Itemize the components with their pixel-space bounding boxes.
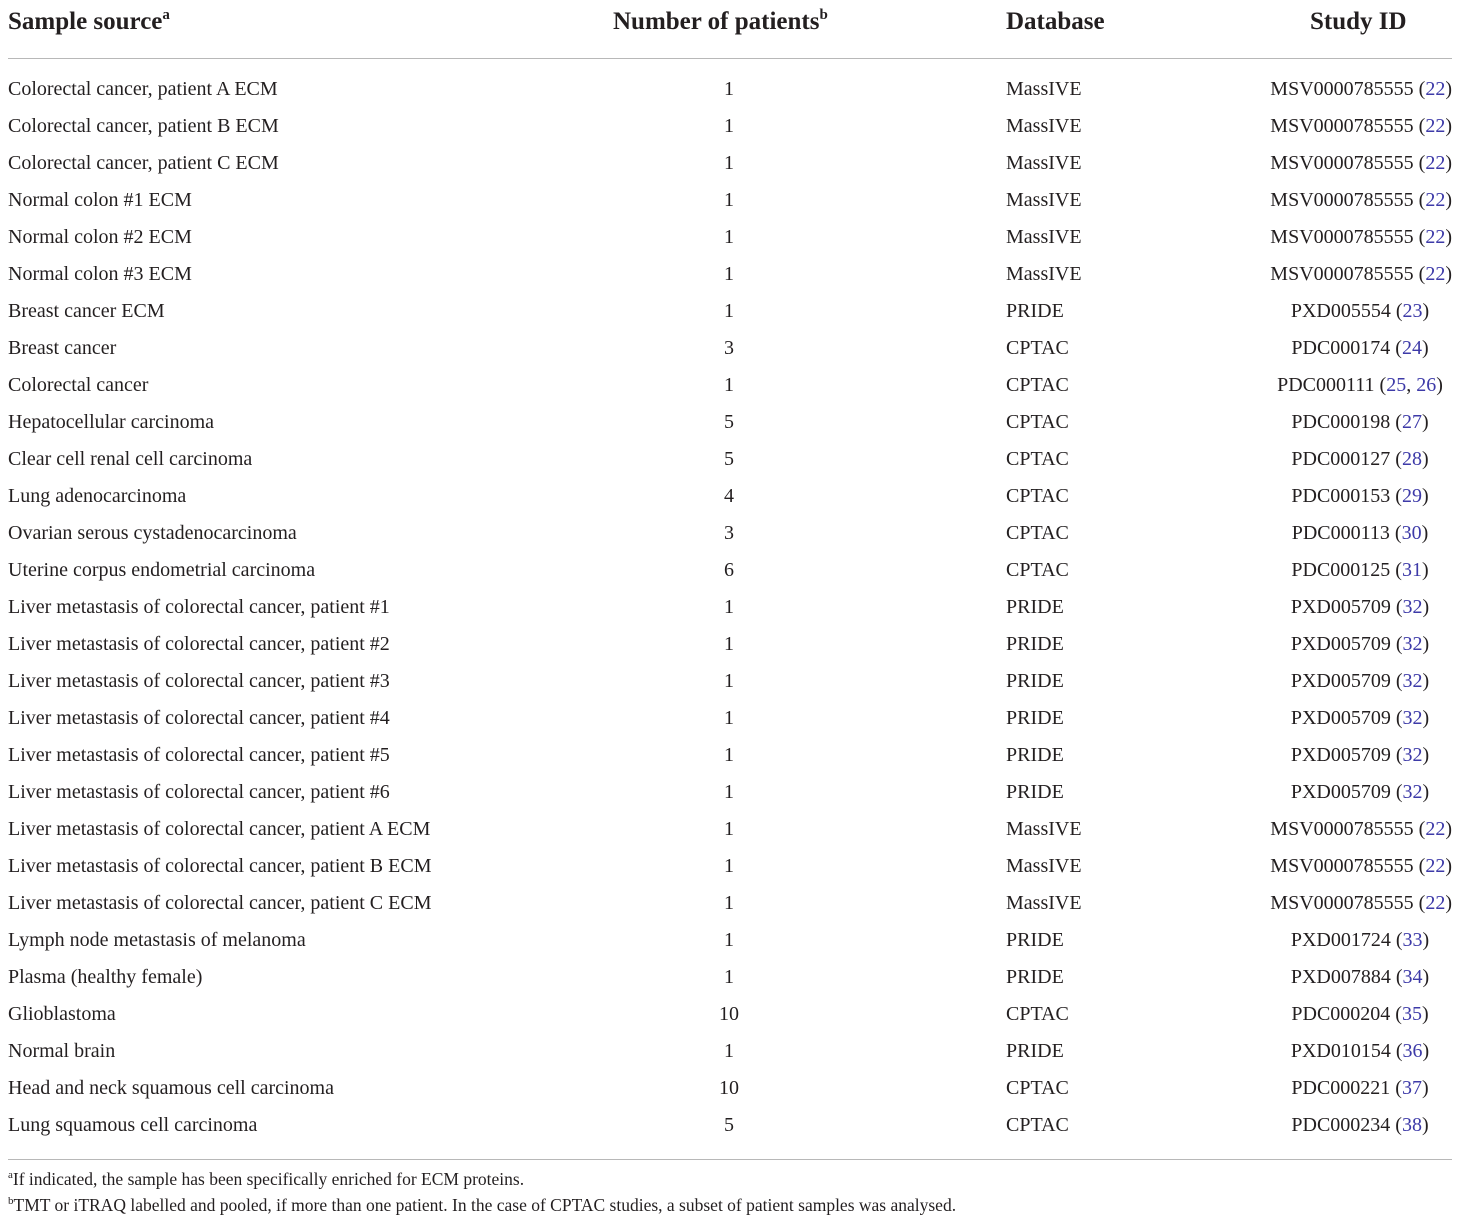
cell-number-of-patients: 1 xyxy=(724,115,734,137)
cell-database: PRIDE xyxy=(1006,781,1064,803)
table-row xyxy=(8,1033,1452,1070)
cell-sample-source: Normal colon #3 ECM xyxy=(8,263,192,285)
footnote-a xyxy=(8,1169,524,1190)
cell-sample-source: Clear cell renal cell carcinoma xyxy=(8,448,253,470)
cell-database: PRIDE xyxy=(1006,633,1064,655)
study-id-text: PXD005709 xyxy=(1290,670,1391,692)
reference-link[interactable]: 28 xyxy=(1401,448,1422,470)
cell-study-id: MSV0000785555 (22) xyxy=(1270,189,1452,211)
cell-study-id: PXD010154 (36) xyxy=(1290,1040,1430,1062)
cell-sample-source: Head and neck squamous cell carcinoma xyxy=(8,1077,334,1099)
cell-study-id: MSV0000785555 (22) xyxy=(1270,152,1452,174)
cell-sample-source: Colorectal cancer, patient C ECM xyxy=(8,152,279,174)
table-row xyxy=(8,256,1452,293)
table-row xyxy=(8,1070,1452,1107)
study-id-text: MSV0000785555 xyxy=(1270,892,1414,914)
footer-divider xyxy=(8,1159,1452,1160)
cell-number-of-patients: 1 xyxy=(724,781,734,803)
cell-sample-source: Liver metastasis of colorectal cancer, patient #5 xyxy=(8,744,390,766)
table-row xyxy=(8,108,1452,145)
cell-sample-source: Liver metastasis of colorectal cancer, patient B ECM xyxy=(8,855,432,877)
cell-number-of-patients: 1 xyxy=(724,744,734,766)
cell-sample-source: Liver metastasis of colorectal cancer, patient #1 xyxy=(8,596,390,618)
cell-sample-source: Liver metastasis of colorectal cancer, patient #2 xyxy=(8,633,390,655)
cell-database: PRIDE xyxy=(1006,744,1064,766)
study-id-text: PXD010154 xyxy=(1290,1040,1391,1062)
cell-study-id: PXD005554 (23) xyxy=(1290,300,1430,322)
table-row xyxy=(8,737,1452,774)
reference-link[interactable]: 22 xyxy=(1425,263,1446,285)
cell-number-of-patients: 1 xyxy=(724,596,734,618)
footnote-a-text: If indicated, the sample has been specifically enriched for ECM proteins. xyxy=(12,1169,525,1189)
cell-number-of-patients: 1 xyxy=(724,892,734,914)
cell-database: MassIVE xyxy=(1006,818,1082,840)
table-row xyxy=(8,626,1452,663)
study-id-text: PXD001724 xyxy=(1290,929,1391,951)
cell-study-id: MSV0000785555 (22) xyxy=(1270,855,1452,877)
cell-database: CPTAC xyxy=(1006,485,1069,507)
footnote-marker-b: b xyxy=(819,7,828,23)
cell-sample-source: Colorectal cancer, patient B ECM xyxy=(8,115,279,137)
cell-number-of-patients: 10 xyxy=(719,1003,739,1025)
study-id-text: PXD005709 xyxy=(1290,781,1391,803)
table-row xyxy=(8,700,1452,737)
study-id-text: PDC000221 xyxy=(1291,1077,1391,1099)
cell-number-of-patients: 1 xyxy=(724,670,734,692)
reference-link[interactable]: 33 xyxy=(1402,929,1423,951)
cell-number-of-patients: 5 xyxy=(724,411,734,433)
cell-number-of-patients: 1 xyxy=(724,633,734,655)
footnote-b-text: TMT or iTRAQ labelled and pooled, if more than one patient. In the case of CPTAC studies, a subset of patient samples was analysed. xyxy=(13,1195,957,1215)
footnote-a-mark: a xyxy=(8,1169,13,1181)
study-id-text: PDC000111 xyxy=(1277,374,1375,396)
study-id-text: PDC000127 xyxy=(1291,448,1391,470)
cell-sample-source: Liver metastasis of colorectal cancer, patient #6 xyxy=(8,781,390,803)
cell-sample-source: Hepatocellular carcinoma xyxy=(8,411,214,433)
reference-link[interactable]: 32 xyxy=(1402,781,1423,803)
cell-sample-source: Plasma (healthy female) xyxy=(8,966,203,988)
cell-study-id: MSV0000785555 (22) xyxy=(1270,115,1452,137)
cell-number-of-patients: 1 xyxy=(724,189,734,211)
cell-sample-source: Lymph node metastasis of melanoma xyxy=(8,929,306,951)
table-row xyxy=(8,293,1452,330)
cell-sample-source: Normal brain xyxy=(8,1040,116,1062)
table-row xyxy=(8,71,1452,108)
cell-database: PRIDE xyxy=(1006,707,1064,729)
cell-study-id: PXD005709 (32) xyxy=(1290,633,1430,655)
cell-number-of-patients: 6 xyxy=(724,559,734,581)
cell-number-of-patients: 1 xyxy=(724,707,734,729)
table-row xyxy=(8,996,1452,1033)
reference-link[interactable]: 32 xyxy=(1402,633,1423,655)
study-id-text: PXD005709 xyxy=(1290,633,1391,655)
cell-database: CPTAC xyxy=(1006,1077,1069,1099)
cell-database: CPTAC xyxy=(1006,374,1069,396)
footnote-b-mark: b xyxy=(8,1195,14,1207)
study-id-text: MSV0000785555 xyxy=(1270,115,1414,137)
reference-link[interactable]: 27 xyxy=(1401,411,1422,433)
header-sample-source xyxy=(8,8,170,36)
cell-study-id: PDC000127 (28) xyxy=(1291,448,1429,470)
study-id-text: PDC000234 xyxy=(1291,1114,1391,1136)
cell-study-id: MSV0000785555 (22) xyxy=(1270,226,1452,248)
reference-link[interactable]: 34 xyxy=(1402,966,1423,988)
reference-link[interactable]: 32 xyxy=(1402,596,1423,618)
table-row xyxy=(8,552,1452,589)
reference-link[interactable]: 36 xyxy=(1402,1040,1423,1062)
cell-study-id: PDC000234 (38) xyxy=(1291,1114,1429,1136)
cell-number-of-patients: 1 xyxy=(724,818,734,840)
cell-study-id: PXD007884 (34) xyxy=(1290,966,1430,988)
cell-study-id: PXD005709 (32) xyxy=(1290,596,1430,618)
reference-link[interactable]: 30 xyxy=(1401,522,1422,544)
study-id-text: PXD005709 xyxy=(1290,596,1391,618)
cell-number-of-patients: 1 xyxy=(724,966,734,988)
cell-study-id: MSV0000785555 (22) xyxy=(1270,892,1452,914)
cell-number-of-patients: 1 xyxy=(724,226,734,248)
header-study-id: Study ID xyxy=(1310,8,1407,35)
table-row xyxy=(8,663,1452,700)
cell-study-id: PDC000221 (37) xyxy=(1291,1077,1429,1099)
cell-number-of-patients: 4 xyxy=(724,485,734,507)
table-row xyxy=(8,515,1452,552)
table-header xyxy=(8,0,1452,59)
cell-sample-source: Liver metastasis of colorectal cancer, patient #3 xyxy=(8,670,390,692)
cell-study-id: PDC000198 (27) xyxy=(1291,411,1429,433)
cell-study-id: PXD005709 (32) xyxy=(1290,707,1430,729)
study-id-text: PXD005709 xyxy=(1290,744,1391,766)
study-id-text: PXD005554 xyxy=(1290,300,1391,322)
cell-number-of-patients: 5 xyxy=(724,448,734,470)
table-row xyxy=(8,182,1452,219)
cell-database: PRIDE xyxy=(1006,966,1064,988)
cell-database: PRIDE xyxy=(1006,596,1064,618)
study-id-text: MSV0000785555 xyxy=(1270,263,1414,285)
cell-sample-source: Colorectal cancer, patient A ECM xyxy=(8,78,278,100)
cell-number-of-patients: 10 xyxy=(719,1077,739,1099)
cell-study-id: PDC000125 (31) xyxy=(1291,559,1429,581)
cell-database: CPTAC xyxy=(1006,1003,1069,1025)
cell-database: CPTAC xyxy=(1006,448,1069,470)
reference-link[interactable]: 22 xyxy=(1425,115,1446,137)
cell-study-id: PDC000204 (35) xyxy=(1291,1003,1429,1025)
study-id-text: MSV0000785555 xyxy=(1270,189,1414,211)
reference-link[interactable]: 22 xyxy=(1425,226,1446,248)
cell-database: MassIVE xyxy=(1006,263,1082,285)
reference-link[interactable]: 22 xyxy=(1425,189,1446,211)
reference-link[interactable]: 31 xyxy=(1401,559,1422,581)
table-body xyxy=(8,71,1452,1144)
study-id-text: MSV0000785555 xyxy=(1270,152,1414,174)
reference-link[interactable]: 23 xyxy=(1402,300,1423,322)
cell-sample-source: Breast cancer ECM xyxy=(8,300,165,322)
study-id-text: PDC000153 xyxy=(1291,485,1391,507)
reference-link[interactable]: 22 xyxy=(1425,818,1446,840)
reference-link[interactable]: 37 xyxy=(1401,1077,1422,1099)
reference-link[interactable]: 32 xyxy=(1402,744,1423,766)
study-id-text: PDC000113 xyxy=(1291,522,1390,544)
cell-sample-source: Glioblastoma xyxy=(8,1003,116,1025)
table-row xyxy=(8,848,1452,885)
cell-database: MassIVE xyxy=(1006,78,1082,100)
cell-number-of-patients: 1 xyxy=(724,1040,734,1062)
cell-database: PRIDE xyxy=(1006,929,1064,951)
table-row xyxy=(8,145,1452,182)
table-row xyxy=(8,959,1452,996)
cell-sample-source: Normal colon #1 ECM xyxy=(8,189,192,211)
cell-database: CPTAC xyxy=(1006,559,1069,581)
cell-database: CPTAC xyxy=(1006,337,1069,359)
cell-number-of-patients: 3 xyxy=(724,522,734,544)
cell-study-id: PDC000174 (24) xyxy=(1291,337,1429,359)
table-row xyxy=(8,404,1452,441)
footnote-b xyxy=(8,1195,956,1216)
cell-number-of-patients: 1 xyxy=(724,374,734,396)
cell-database: MassIVE xyxy=(1006,892,1082,914)
reference-link[interactable]: 29 xyxy=(1401,485,1422,507)
cell-sample-source: Lung squamous cell carcinoma xyxy=(8,1114,258,1136)
cell-study-id: PXD005709 (32) xyxy=(1290,781,1430,803)
cell-number-of-patients: 1 xyxy=(724,78,734,100)
cell-sample-source: Colorectal cancer xyxy=(8,374,149,396)
cell-database: CPTAC xyxy=(1006,411,1069,433)
study-id-text: PDC000204 xyxy=(1291,1003,1391,1025)
cell-study-id: MSV0000785555 (22) xyxy=(1270,263,1452,285)
header-database: Database xyxy=(1006,8,1105,35)
cell-number-of-patients: 5 xyxy=(724,1114,734,1136)
reference-link[interactable]: 22 xyxy=(1425,152,1446,174)
table-row xyxy=(8,441,1452,478)
reference-link[interactable]: 26 xyxy=(1416,374,1437,396)
table-row xyxy=(8,774,1452,811)
cell-sample-source: Liver metastasis of colorectal cancer, patient A ECM xyxy=(8,818,431,840)
cell-number-of-patients: 3 xyxy=(724,337,734,359)
cell-study-id: MSV0000785555 (22) xyxy=(1270,78,1452,100)
study-id-text: MSV0000785555 xyxy=(1270,818,1414,840)
study-id-text: PXD005709 xyxy=(1290,707,1391,729)
table-row xyxy=(8,922,1452,959)
cell-database: PRIDE xyxy=(1006,300,1064,322)
table-row xyxy=(8,1107,1452,1144)
cell-sample-source: Liver metastasis of colorectal cancer, patient #4 xyxy=(8,707,390,729)
footnote-marker-a: a xyxy=(162,7,170,23)
reference-link[interactable]: 22 xyxy=(1425,892,1446,914)
table-row xyxy=(8,478,1452,515)
reference-link[interactable]: 32 xyxy=(1402,670,1423,692)
cell-number-of-patients: 1 xyxy=(724,152,734,174)
table-row xyxy=(8,219,1452,256)
cell-number-of-patients: 1 xyxy=(724,300,734,322)
study-id-text: PXD007884 xyxy=(1290,966,1391,988)
study-id-text: MSV0000785555 xyxy=(1270,855,1414,877)
reference-link[interactable]: 25 xyxy=(1386,374,1407,396)
reference-link[interactable]: 32 xyxy=(1402,707,1423,729)
cell-study-id: PXD005709 (32) xyxy=(1290,670,1430,692)
cell-sample-source: Normal colon #2 ECM xyxy=(8,226,192,248)
cell-database: PRIDE xyxy=(1006,670,1064,692)
cell-sample-source: Liver metastasis of colorectal cancer, patient C ECM xyxy=(8,892,432,914)
reference-link[interactable]: 35 xyxy=(1401,1003,1422,1025)
reference-link[interactable]: 24 xyxy=(1401,337,1422,359)
header-number-of-patients xyxy=(613,8,828,36)
header-number-of-patients-label: Number of patients xyxy=(613,8,820,35)
cell-study-id: PXD005709 (32) xyxy=(1290,744,1430,766)
cell-sample-source: Ovarian serous cystadenocarcinoma xyxy=(8,522,297,544)
cell-sample-source: Uterine corpus endometrial carcinoma xyxy=(8,559,316,581)
cell-number-of-patients: 1 xyxy=(724,855,734,877)
cell-database: MassIVE xyxy=(1006,189,1082,211)
study-id-text: PDC000125 xyxy=(1291,559,1391,581)
reference-link[interactable]: 22 xyxy=(1425,78,1446,100)
cell-database: PRIDE xyxy=(1006,1040,1064,1062)
cell-sample-source: Lung adenocarcinoma xyxy=(8,485,187,507)
header-sample-source-label: Sample source xyxy=(8,8,163,35)
table-row xyxy=(8,589,1452,626)
cell-database: CPTAC xyxy=(1006,1114,1069,1136)
cell-study-id: PXD001724 (33) xyxy=(1290,929,1430,951)
reference-link[interactable]: 22 xyxy=(1425,855,1446,877)
study-id-text: MSV0000785555 xyxy=(1270,78,1414,100)
table-row xyxy=(8,330,1452,367)
cell-database: MassIVE xyxy=(1006,115,1082,137)
study-id-text: PDC000174 xyxy=(1291,337,1391,359)
cell-database: MassIVE xyxy=(1006,226,1082,248)
table-row xyxy=(8,811,1452,848)
cell-study-id: PDC000113 (30) xyxy=(1291,522,1429,544)
cell-number-of-patients: 1 xyxy=(724,929,734,951)
cell-study-id: PDC000111 (25, 26) xyxy=(1277,374,1443,396)
table-row xyxy=(8,367,1452,404)
data-table xyxy=(8,0,1452,1136)
reference-link[interactable]: 38 xyxy=(1401,1114,1422,1136)
cell-sample-source: Breast cancer xyxy=(8,337,117,359)
cell-database: MassIVE xyxy=(1006,855,1082,877)
cell-study-id: MSV0000785555 (22) xyxy=(1270,818,1452,840)
cell-study-id: PDC000153 (29) xyxy=(1291,485,1429,507)
study-id-text: MSV0000785555 xyxy=(1270,226,1414,248)
cell-database: MassIVE xyxy=(1006,152,1082,174)
cell-database: CPTAC xyxy=(1006,522,1069,544)
table-row xyxy=(8,885,1452,922)
study-id-text: PDC000198 xyxy=(1291,411,1391,433)
cell-number-of-patients: 1 xyxy=(724,263,734,285)
